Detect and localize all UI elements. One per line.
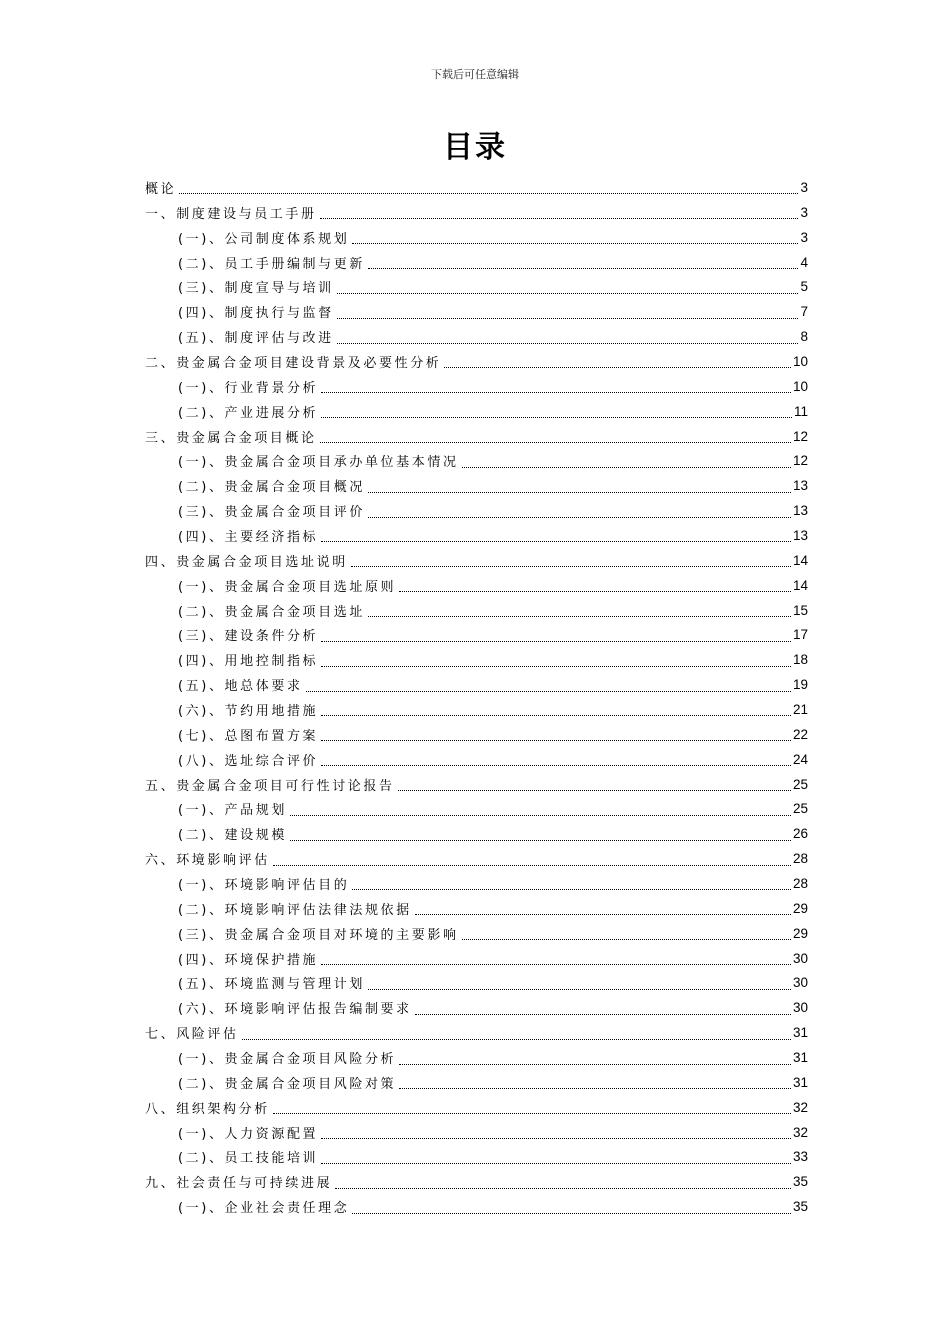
toc-entry[interactable] [145, 200, 808, 225]
toc-dot-leader [352, 230, 798, 244]
toc-entry-label: (三)、制度宣导与培训 [178, 281, 334, 297]
toc-dot-leader [320, 205, 799, 219]
toc-entry-label: 四、贵金属合金项目选址说明 [145, 554, 348, 570]
toc-dot-leader [337, 280, 799, 294]
toc-entry-label: (一)、行业背景分析 [178, 380, 319, 396]
toc-dot-leader [273, 852, 791, 866]
toc-entry-page-number: 7 [800, 304, 808, 320]
toc-entry[interactable] [145, 1045, 808, 1070]
toc-entry[interactable] [145, 523, 808, 548]
toc-entry[interactable] [145, 473, 808, 498]
toc-entry-label: (一)、贵金属合金项目风险分析 [178, 1052, 397, 1067]
toc-entry-page-number: 30 [792, 975, 808, 991]
toc-dot-leader [290, 802, 791, 816]
toc-entry-label: (二)、产业进展分析 [178, 405, 319, 421]
toc-dot-leader [462, 454, 791, 468]
toc-entry-label: (一)、贵金属合金项目承办单位基本情况 [178, 455, 459, 471]
toc-dot-leader [335, 1175, 791, 1189]
toc-entry[interactable] [145, 722, 808, 747]
toc-entry-page-number: 29 [792, 925, 808, 941]
toc-entry-page-number: 3 [800, 229, 808, 245]
toc-dot-leader [337, 305, 799, 319]
toc-entry[interactable] [145, 548, 808, 573]
toc-entry[interactable] [145, 225, 808, 250]
toc-entry[interactable] [145, 498, 808, 523]
toc-dot-leader [242, 1026, 791, 1040]
toc-entry-page-number: 25 [792, 801, 808, 817]
toc-entry-page-number: 25 [792, 776, 808, 792]
toc-entry-label: (三)、贵金属合金项目评价 [178, 505, 365, 521]
toc-entry-page-number: 22 [792, 726, 808, 742]
toc-entry-page-number: 13 [792, 527, 808, 543]
toc-entry[interactable] [145, 598, 808, 623]
toc-entry[interactable] [145, 274, 808, 299]
toc-entry-label: (二)、环境影响评估法律法规依据 [178, 902, 412, 918]
toc-entry[interactable] [145, 921, 808, 946]
toc-entry[interactable] [145, 896, 808, 921]
toc-entry-label: (四)、制度执行与监督 [178, 306, 334, 322]
toc-dot-leader [321, 951, 791, 965]
toc-entry-label: (一)、产品规划 [178, 803, 287, 819]
toc-entry-label: (一)、企业社会责任理念 [178, 1201, 350, 1217]
toc-entry-page-number: 8 [800, 329, 808, 345]
toc-entry-page-number: 14 [792, 552, 808, 568]
toc-entry-label: (一)、公司制度体系规划 [178, 231, 350, 247]
toc-entry[interactable] [145, 349, 808, 374]
toc-entry[interactable] [145, 1095, 808, 1120]
toc-entry-label: 二、贵金属合金项目建设背景及必要性分析 [145, 355, 442, 371]
toc-dot-leader [321, 628, 791, 642]
toc-entry-page-number: 31 [792, 1025, 808, 1041]
toc-dot-leader [321, 653, 791, 667]
toc-dot-leader [399, 1075, 791, 1089]
toc-dot-leader [321, 702, 791, 716]
toc-entry[interactable] [145, 250, 808, 275]
toc-dot-leader [352, 876, 791, 890]
toc-entry[interactable] [145, 1145, 808, 1170]
toc-entry[interactable] [145, 946, 808, 971]
toc-dot-leader [368, 479, 791, 493]
header-note: 下载后可任意编辑 [431, 68, 519, 81]
toc-dot-leader [321, 528, 791, 542]
toc-entry-page-number: 12 [792, 428, 808, 444]
toc-entry-page-number: 18 [792, 652, 808, 668]
toc-entry[interactable] [145, 871, 808, 896]
toc-entry-page-number: 29 [792, 900, 808, 916]
toc-entry-label: (五)、环境监测与管理计划 [178, 977, 365, 993]
toc-entry-label: 九、社会责任与可持续进展 [145, 1176, 333, 1192]
toc-entry-page-number: 10 [792, 378, 808, 394]
toc-dot-leader [337, 330, 799, 344]
toc-entry[interactable] [145, 1169, 808, 1194]
toc-entry-page-number: 31 [792, 1050, 808, 1065]
toc-dot-leader [321, 1125, 791, 1139]
toc-entry[interactable] [145, 1070, 808, 1095]
toc-entry-page-number: 32 [792, 1099, 808, 1115]
toc-entry[interactable] [145, 747, 808, 772]
toc-entry-label: (五)、制度评估与改进 [178, 331, 334, 347]
toc-dot-leader [321, 379, 791, 393]
toc-entry-label: (二)、贵金属合金项目概况 [178, 480, 365, 496]
toc-entry-label: (五)、地总体要求 [178, 679, 303, 695]
toc-entry-label: (二)、员工手册编制与更新 [178, 256, 365, 272]
toc-entry-page-number: 13 [792, 503, 808, 519]
toc-entry-page-number: 12 [792, 453, 808, 469]
toc-dot-leader [368, 504, 791, 518]
toc-entry[interactable] [145, 1020, 808, 1045]
toc-entry[interactable] [145, 647, 808, 672]
toc-entry-label: 概论 [145, 181, 177, 197]
toc-entry[interactable] [145, 424, 808, 449]
toc-dot-leader [321, 727, 791, 741]
toc-dot-leader [306, 678, 791, 692]
toc-entry-label: (四)、主要经济指标 [178, 529, 319, 545]
toc-entry[interactable] [145, 995, 808, 1020]
toc-entry-page-number: 5 [800, 279, 808, 295]
toc-entry-page-number: 26 [792, 826, 808, 842]
toc-entry-page-number: 11 [793, 403, 808, 419]
toc-entry-label: (二)、员工技能培训 [178, 1151, 319, 1167]
toc-entry[interactable] [145, 772, 808, 797]
toc-entry[interactable] [145, 448, 808, 473]
toc-entry[interactable] [145, 399, 808, 424]
toc-dot-leader [368, 603, 791, 617]
toc-entry-page-number: 19 [792, 677, 808, 693]
toc-entry-page-number: 10 [792, 353, 808, 369]
toc-entry-page-number: 21 [792, 701, 808, 717]
toc-entry[interactable] [145, 672, 808, 697]
toc-dot-leader [321, 752, 791, 766]
toc-entry[interactable] [145, 622, 808, 647]
toc-dot-leader [368, 976, 791, 990]
toc-entry[interactable] [145, 573, 808, 598]
toc-entry-label: (四)、环境保护措施 [178, 952, 319, 968]
toc-entry[interactable] [145, 697, 808, 722]
toc-dot-leader [462, 926, 791, 940]
toc-entry-label: 五、贵金属合金项目可行性讨论报告 [145, 778, 395, 794]
toc-dot-leader [321, 1150, 791, 1164]
toc-entry[interactable] [145, 821, 808, 846]
toc-dot-leader [415, 901, 791, 915]
toc-dot-leader [399, 578, 791, 592]
toc-entry-page-number: 30 [792, 1000, 808, 1016]
toc-entry-page-number: 14 [792, 577, 808, 593]
toc-entry-page-number: 35 [792, 1199, 808, 1215]
toc-dot-leader [368, 255, 799, 269]
toc-entry-page-number: 15 [792, 602, 808, 618]
toc-entry-label: (六)、环境影响评估报告编制要求 [178, 1002, 412, 1018]
toc-dot-leader [179, 180, 798, 194]
table-of-contents [145, 175, 808, 1219]
toc-entry-label: (四)、用地控制指标 [178, 654, 319, 670]
toc-entry-label: 七、风险评估 [145, 1027, 239, 1043]
toc-dot-leader [352, 1200, 791, 1214]
toc-entry[interactable] [145, 374, 808, 399]
toc-entry-page-number: 30 [792, 950, 808, 966]
toc-entry[interactable] [145, 846, 808, 871]
toc-entry-page-number: 17 [792, 627, 808, 643]
toc-dot-leader [321, 404, 792, 418]
toc-entry[interactable] [145, 796, 808, 821]
toc-entry-page-number: 31 [792, 1074, 808, 1090]
toc-entry-label: 三、贵金属合金项目概论 [145, 430, 317, 446]
toc-entry-label: (一)、环境影响评估目的 [178, 877, 350, 893]
toc-dot-leader [399, 1051, 791, 1065]
toc-dot-leader [415, 1001, 791, 1015]
toc-entry-page-number: 24 [792, 751, 808, 767]
toc-dot-leader [320, 429, 791, 443]
toc-entry-page-number: 3 [800, 204, 808, 220]
toc-entry-label: (一)、贵金属合金项目选址原则 [178, 579, 397, 595]
toc-entry-page-number: 32 [792, 1124, 808, 1140]
toc-entry-label: 八、组织架构分析 [145, 1101, 270, 1117]
toc-entry-label: 一、制度建设与员工手册 [145, 206, 317, 222]
toc-entry-page-number: 28 [792, 875, 808, 891]
page-title: 目录 [443, 130, 507, 165]
toc-entry-label: (三)、贵金属合金项目对环境的主要影响 [178, 927, 459, 943]
toc-entry[interactable] [145, 175, 808, 200]
toc-entry-page-number: 28 [792, 851, 808, 867]
toc-dot-leader [273, 1100, 791, 1114]
toc-entry[interactable] [145, 971, 808, 996]
toc-entry-page-number: 33 [792, 1149, 808, 1165]
toc-entry[interactable] [145, 324, 808, 349]
toc-entry-page-number: 4 [800, 254, 808, 270]
toc-entry[interactable] [145, 1120, 808, 1145]
toc-entry-label: (一)、人力资源配置 [178, 1126, 319, 1142]
toc-entry[interactable] [145, 299, 808, 324]
toc-entry-label: (七)、总图布置方案 [178, 728, 319, 744]
toc-dot-leader [351, 553, 791, 567]
toc-entry-label: (二)、贵金属合金项目选址 [178, 604, 365, 620]
toc-entry-label: 六、环境影响评估 [145, 853, 270, 869]
toc-dot-leader [398, 777, 791, 791]
toc-entry-page-number: 35 [792, 1174, 808, 1190]
toc-entry-label: (三)、建设条件分析 [178, 629, 319, 645]
toc-entry[interactable] [145, 1194, 808, 1219]
toc-entry-page-number: 3 [800, 179, 808, 195]
toc-dot-leader [444, 354, 791, 368]
toc-entry-label: (二)、贵金属合金项目风险对策 [178, 1076, 397, 1092]
toc-entry-label: (八)、选址综合评价 [178, 753, 319, 769]
toc-dot-leader [290, 827, 791, 841]
toc-entry-label: (六)、节约用地措施 [178, 703, 319, 719]
toc-entry-label: (二)、建设规模 [178, 828, 287, 844]
toc-entry-page-number: 13 [792, 478, 808, 494]
